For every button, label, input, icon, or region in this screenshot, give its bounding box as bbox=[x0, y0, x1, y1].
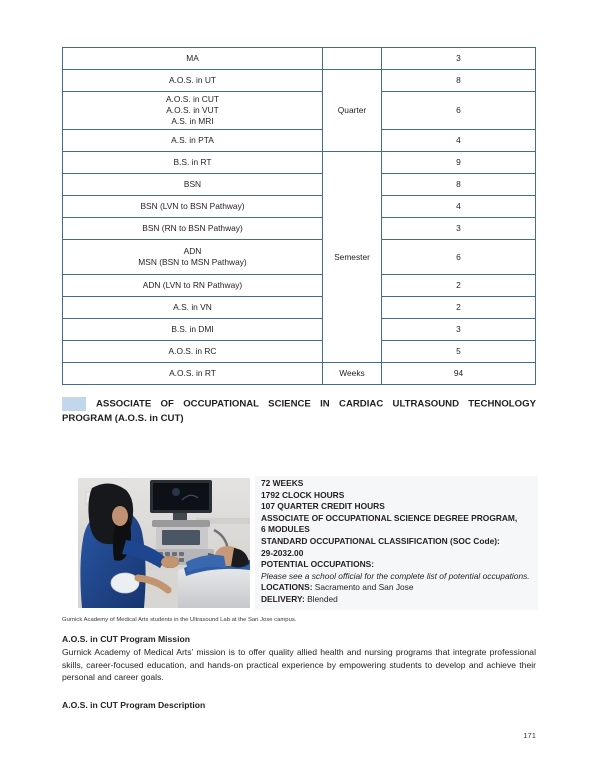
cell-term-weeks: Weeks bbox=[323, 363, 382, 385]
program-line: A.O.S. in CUT bbox=[165, 94, 220, 104]
ultrasound-lab-photo bbox=[78, 478, 250, 608]
info-potential-occupations-note: Please see a school official for the complete list of potential occupations. bbox=[261, 570, 530, 581]
program-info-box bbox=[255, 476, 538, 610]
info-locations-label: LOCATIONS: bbox=[261, 582, 313, 593]
cell-count: 4 bbox=[382, 130, 536, 152]
table-row bbox=[63, 341, 536, 363]
cell-count: 8 bbox=[382, 70, 536, 92]
mission-heading: A.O.S. in CUT Program Mission bbox=[62, 634, 190, 644]
cell-program-multiline bbox=[63, 92, 323, 130]
section-heading-line1 bbox=[62, 397, 536, 412]
info-weeks: 72 WEEKS bbox=[261, 478, 304, 488]
cell-count: 94 bbox=[382, 363, 536, 385]
page-number: 171 bbox=[523, 731, 536, 740]
table-row bbox=[63, 130, 536, 152]
cell-count: 3 bbox=[382, 48, 536, 70]
cell-program: BSN (RN to BSN Pathway) bbox=[63, 218, 323, 240]
table-row bbox=[63, 92, 536, 130]
info-locations-value: Sacramento and San Jose bbox=[312, 582, 414, 593]
section-heading-text: ASSOCIATE OF OCCUPATIONAL SCIENCE IN CARDIAC ULTRASOUND TECHNOLOGY bbox=[96, 398, 536, 410]
table-row bbox=[63, 218, 536, 240]
info-delivery bbox=[261, 594, 534, 606]
cell-program: A.O.S. in RC bbox=[63, 341, 323, 363]
table-row bbox=[63, 174, 536, 196]
cell-program: B.S. in DMI bbox=[63, 319, 323, 341]
program-line: ADN bbox=[183, 246, 202, 257]
table-row bbox=[63, 319, 536, 341]
photo-caption: Gurnick Academy of Medical Arts students in the Ultrasound Lab at the San Jose campus. bbox=[62, 617, 297, 623]
cell-program: BSN bbox=[63, 174, 323, 196]
cell-program: A.S. in VN bbox=[63, 297, 323, 319]
mission-paragraph: Gurnick Academy of Medical Arts’ mission is to offer quality allied health and nursing programs that integrate professional skills, career-focused education, and hands-on practical experience by empowering students to develop and achieve their personal and career goals. bbox=[62, 647, 536, 683]
cell-count: 6 bbox=[382, 92, 536, 130]
info-degree-program: ASSOCIATE OF OCCUPATIONAL SCIENCE DEGREE PROGRAM, bbox=[261, 512, 518, 523]
info-locations bbox=[261, 582, 534, 594]
program-line: A.O.S. in VUT bbox=[166, 105, 219, 116]
program-line: MSN (BSN to MSN Pathway) bbox=[138, 257, 247, 268]
info-potential-occupations-label: POTENTIAL OCCUPATIONS: bbox=[261, 559, 375, 570]
table-row bbox=[63, 152, 536, 174]
info-soc-label: STANDARD OCCUPATIONAL CLASSIFICATION (SOC Code): bbox=[261, 535, 500, 546]
info-soc-code: 29-2032.00 bbox=[261, 547, 304, 558]
table-row bbox=[63, 240, 536, 275]
program-term-table bbox=[62, 47, 536, 385]
program-line: A.S. in MRI bbox=[171, 116, 214, 127]
cell-program: A.O.S. in RT bbox=[63, 363, 323, 385]
cell-program: ADN (LVN to RN Pathway) bbox=[63, 275, 323, 297]
info-credit-hours: 107 QUARTER CREDIT HOURS bbox=[261, 501, 385, 512]
cell-count: 2 bbox=[382, 297, 536, 319]
cell-count: 5 bbox=[382, 341, 536, 363]
cell-count: 2 bbox=[382, 275, 536, 297]
cell-program-multiline bbox=[63, 240, 323, 275]
cell-term-semester: Semester bbox=[323, 152, 382, 363]
description-heading: A.O.S. in CUT Program Description bbox=[62, 700, 206, 710]
info-delivery-value: Blended bbox=[304, 593, 338, 604]
cell-program: MA bbox=[63, 48, 323, 70]
section-heading bbox=[62, 397, 536, 426]
heading-square-marker-icon bbox=[62, 397, 86, 411]
table-row bbox=[63, 297, 536, 319]
cell-count: 6 bbox=[382, 240, 536, 275]
table-row bbox=[63, 70, 536, 92]
cell-program: BSN (LVN to BSN Pathway) bbox=[63, 196, 323, 218]
table-row bbox=[63, 196, 536, 218]
cell-count: 4 bbox=[382, 196, 536, 218]
section-heading-line2: PROGRAM (A.O.S. in CUT) bbox=[62, 412, 184, 424]
cell-count: 9 bbox=[382, 152, 536, 174]
cell-term-blank bbox=[323, 48, 382, 70]
photo-graphic bbox=[78, 478, 250, 608]
cell-count: 3 bbox=[382, 218, 536, 240]
cell-program: A.S. in PTA bbox=[63, 130, 323, 152]
info-clock-hours: 1792 CLOCK HOURS bbox=[261, 489, 345, 500]
cell-count: 3 bbox=[382, 319, 536, 341]
table-row bbox=[63, 363, 536, 385]
info-delivery-label: DELIVERY: bbox=[261, 593, 305, 604]
cell-program: A.O.S. in UT bbox=[63, 70, 323, 92]
cell-count: 8 bbox=[382, 174, 536, 196]
cell-term-quarter: Quarter bbox=[323, 70, 382, 152]
table-row bbox=[63, 275, 536, 297]
info-modules: 6 MODULES bbox=[261, 524, 310, 535]
table-row bbox=[63, 48, 536, 70]
program-media-row bbox=[78, 478, 538, 610]
cell-program: B.S. in RT bbox=[63, 152, 323, 174]
